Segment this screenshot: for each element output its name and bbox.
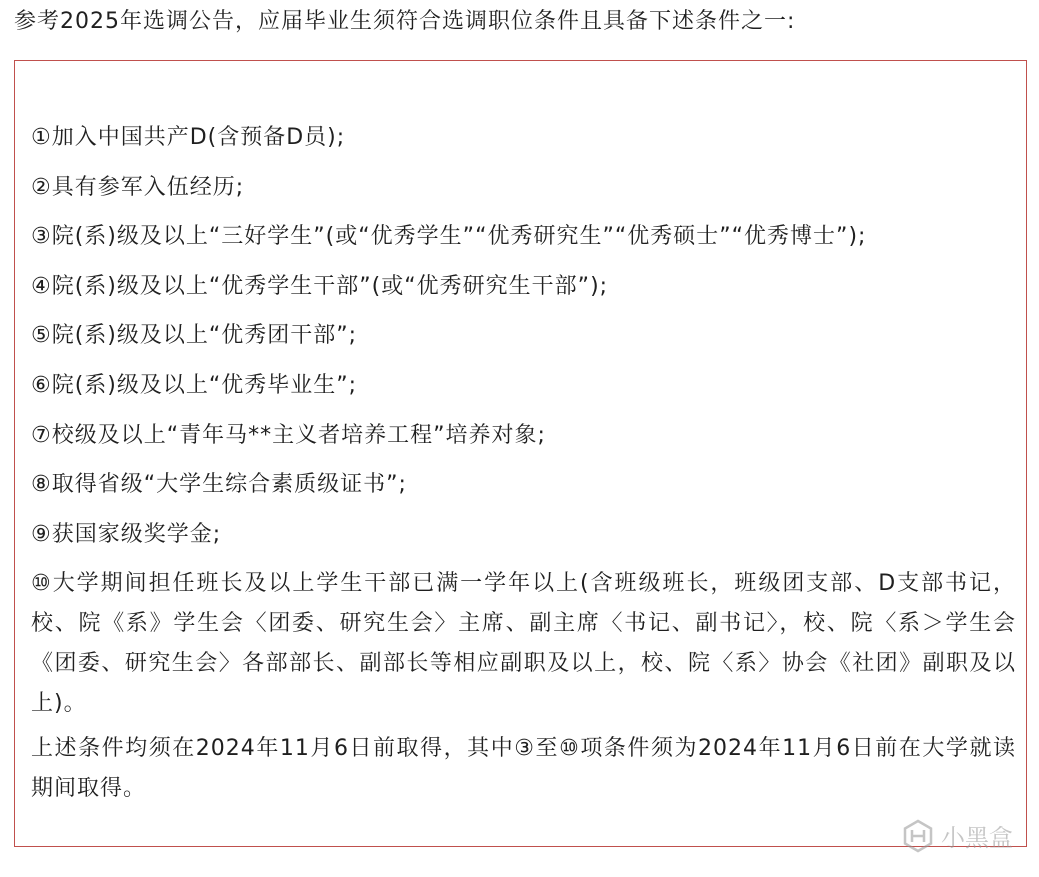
condition-item: ⑩大学期间担任班长及以上学生干部已满一学年以上(含班级班长，班级团支部、D支部书记，校、院《系》学生会〈团委、研究生会〉主席、副主席〈书记、副书记〉，校、院〈系＞学生会《团委、研究生会〉各部部长、副部长等相应副职及以上，校、院〈系〉协会《社团》副职及以上)。 [31,571,1016,717]
xiaoheihe-logo-icon [901,819,935,853]
condition-item: ④院(系)级及以上“优秀学生干部”(或“优秀研究生干部”); [31,273,609,299]
conditions-note: 上述条件均须在2024年11月6日前取得，其中③至⑩项条件须为2024年11月6日前在大学就读期间取得。 [31,736,1016,801]
watermark-text: 小黑盒 [941,824,1013,852]
intro-text: 参考2025年选调公告，应届毕业生须符合选调职位条件且具备下述条件之一: [14,9,796,34]
condition-item: ⑥院(系)级及以上“优秀毕业生”; [31,372,358,398]
condition-item: ⑦校级及以上“青年马**主义者培养工程”培养对象; [31,422,546,448]
conditions-box [14,60,1027,847]
condition-item: ⑤院(系)级及以上“优秀团干部”; [31,323,358,349]
conditions-list [31,118,1016,734]
condition-item: ③院(系)级及以上“三好学生”(或“优秀学生”“优秀研究生”“优秀硕士”“优秀博士”); [31,224,867,250]
watermark [901,818,1013,853]
condition-item: ⑨获国家级奖学金; [31,521,222,547]
condition-item: ⑧取得省级“大学生综合素质级证书”; [31,472,407,498]
condition-item: ②具有参军入伍经历; [31,174,245,200]
condition-item: ①加入中国共产D(含预备D员); [31,125,346,150]
